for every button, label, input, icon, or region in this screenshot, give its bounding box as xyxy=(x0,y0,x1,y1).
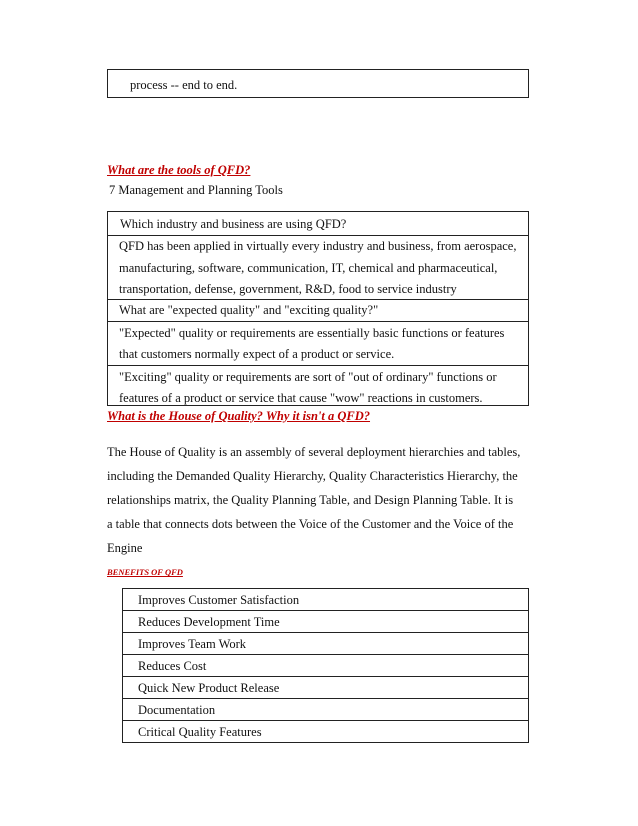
qa-line: Which industry and business are using QFD? xyxy=(120,217,347,231)
hoq-paragraph-line: a table that connects dots between the Voice of the Customer and the Voice of the xyxy=(107,517,514,531)
qa-table xyxy=(107,211,529,406)
qa-line: What are "expected quality" and "exciting quality?" xyxy=(119,303,379,317)
benefit-text: Improves Customer Satisfaction xyxy=(138,593,300,607)
benefit-text: Improves Team Work xyxy=(138,637,247,651)
benefit-text: Reduces Cost xyxy=(138,659,207,673)
benefit-row xyxy=(123,633,528,655)
hoq-paragraph-line: relationships matrix, the Quality Planning Table, and Design Planning Table. It is xyxy=(107,493,514,507)
qa-line: "Exciting" quality or requirements are sort of "out of ordinary" functions or xyxy=(119,370,497,384)
qa-line: features of a product or service that cause "wow" reactions in customers. xyxy=(119,391,483,405)
benefit-text: Documentation xyxy=(138,703,216,717)
tools-subtitle: 7 Management and Planning Tools xyxy=(109,183,283,197)
benefits-heading: BENEFITS OF QFD xyxy=(107,567,183,577)
qa-row xyxy=(108,236,528,300)
hoq-heading: What is the House of Quality? Why it isn't a QFD? xyxy=(107,409,371,423)
tools-heading: What are the tools of QFD? xyxy=(107,163,251,177)
benefit-row xyxy=(123,655,528,677)
benefit-text: Critical Quality Features xyxy=(138,725,262,739)
top-continuation-box xyxy=(107,69,529,98)
qa-line: transportation, defense, government, R&D, food to service industry xyxy=(119,282,457,296)
benefit-text: Quick New Product Release xyxy=(138,681,280,695)
hoq-paragraph-line: including the Demanded Quality Hierarchy, Quality Characteristics Hierarchy, the xyxy=(107,469,518,483)
qa-line: "Expected" quality or requirements are essentially basic functions or features xyxy=(119,326,505,340)
qa-line: that customers normally expect of a product or service. xyxy=(119,347,395,361)
benefit-row xyxy=(123,589,528,611)
qa-row xyxy=(108,212,528,236)
hoq-paragraph-line: The House of Quality is an assembly of several deployment hierarchies and tables, xyxy=(107,445,521,459)
benefit-row xyxy=(123,677,528,699)
hoq-paragraph-line: Engine xyxy=(107,541,143,555)
top-box-text: process -- end to end. xyxy=(130,78,238,92)
benefit-row xyxy=(123,611,528,633)
benefit-text: Reduces Development Time xyxy=(138,615,280,629)
qa-line: manufacturing, software, communication, IT, chemical and pharmaceutical, xyxy=(119,261,498,275)
benefit-row xyxy=(123,699,528,721)
qa-row xyxy=(108,300,528,322)
benefit-row xyxy=(123,721,528,744)
benefits-table xyxy=(122,588,529,743)
qa-row xyxy=(108,322,528,366)
qa-line: QFD has been applied in virtually every industry and business, from aerospace, xyxy=(119,239,517,253)
qa-row xyxy=(108,366,528,407)
